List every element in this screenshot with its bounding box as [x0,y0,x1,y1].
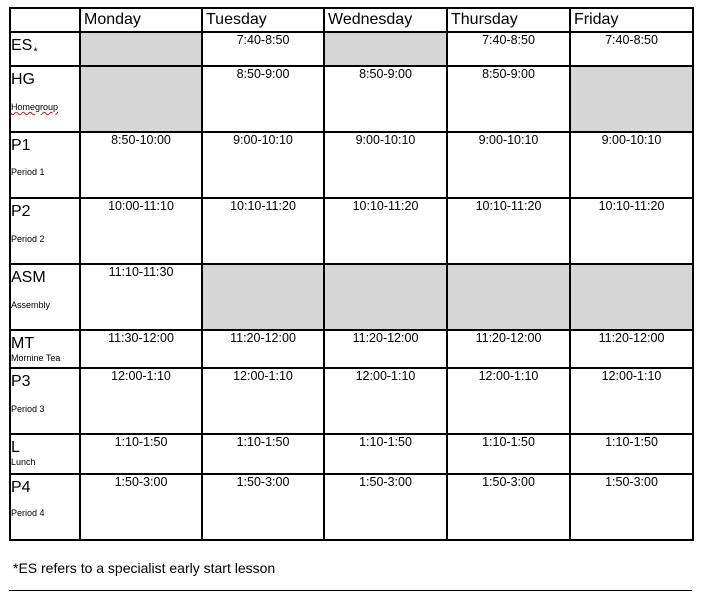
cell-p3-thursday: 12:00-1:10 [447,368,570,434]
cell-l-tuesday: 1:10-1:50 [202,434,324,474]
cell-hg-friday [570,66,693,132]
row-description: Period 1 [11,167,45,177]
cell-p3-friday: 12:00-1:10 [570,368,693,434]
row-description: Lunch [11,457,36,467]
cell-hg-monday [80,66,202,132]
cell-mt-wednesday: 11:20-12:00 [324,330,447,368]
header-corner [10,8,80,32]
row-l [10,434,693,474]
cell-mt-monday: 11:30-12:00 [80,330,202,368]
footnote-divider [9,590,692,591]
cell-p4-tuesday: 1:50-3:00 [202,474,324,540]
timetable [9,7,694,541]
cell-p2-tuesday: 10:10-11:20 [202,198,324,264]
row-label-hg [10,66,80,132]
cell-hg-thursday: 8:50-9:00 [447,66,570,132]
header-row [10,8,693,32]
cell-p4-monday: 1:50-3:00 [80,474,202,540]
cell-es-thursday: 7:40-8:50 [447,32,570,66]
row-label-p4 [10,474,80,540]
cell-hg-wednesday: 8:50-9:00 [324,66,447,132]
row-label-mt [10,330,80,368]
cell-es-tuesday: 7:40-8:50 [202,32,324,66]
row-code: $ES_*$ [11,37,38,58]
row-code: L [11,439,20,456]
cell-hg-tuesday: 8:50-9:00 [202,66,324,132]
row-code: P2 [11,203,31,220]
cell-es-wednesday [324,32,447,66]
cell-p1-monday: 8:50-10:00 [80,132,202,198]
cell-mt-friday: 11:20-12:00 [570,330,693,368]
day-header-thursday: Thursday [447,8,570,32]
row-code: P3 [11,373,31,390]
row-description: Assembly [11,300,51,310]
row-description: Period 2 [11,234,45,244]
row-mt [10,330,693,368]
row-asm [10,264,693,330]
cell-es-monday [80,32,202,66]
row-label-es [10,32,80,66]
row-label-p2 [10,198,80,264]
cell-asm-friday [570,264,693,330]
footnote: *ES refers to a specialist early start lesson [13,560,276,576]
cell-mt-thursday: 11:20-12:00 [447,330,570,368]
row-description: Period 4 [11,508,45,518]
row-p2 [10,198,693,264]
row-code: P4 [11,479,31,496]
cell-p3-monday: 12:00-1:10 [80,368,202,434]
day-header-monday: Monday [80,8,202,32]
cell-p1-friday: 9:00-10:10 [570,132,693,198]
cell-p2-monday: 10:00-11:10 [80,198,202,264]
cell-p3-wednesday: 12:00-1:10 [324,368,447,434]
day-header-tuesday: Tuesday [202,8,324,32]
cell-asm-tuesday [202,264,324,330]
row-label-p3 [10,368,80,434]
cell-p2-friday: 10:10-11:20 [570,198,693,264]
row-description: Mornine Tea [11,353,61,363]
row-description: Period 3 [11,404,45,414]
cell-p2-thursday: 10:10-11:20 [447,198,570,264]
cell-l-wednesday: 1:10-1:50 [324,434,447,474]
cell-asm-thursday [447,264,570,330]
cell-mt-tuesday: 11:20-12:00 [202,330,324,368]
row-p3 [10,368,693,434]
row-code: HG [11,71,35,88]
cell-p4-friday: 1:50-3:00 [570,474,693,540]
footnote-marker: * [33,46,38,58]
cell-l-monday: 1:10-1:50 [80,434,202,474]
row-hg [10,66,693,132]
row-label-asm [10,264,80,330]
cell-p2-wednesday: 10:10-11:20 [324,198,447,264]
row-label-p1 [10,132,80,198]
row-p1 [10,132,693,198]
day-header-friday: Friday [570,8,693,32]
row-code: P1 [11,137,31,154]
row-code: MT [11,335,35,352]
cell-asm-monday: 11:10-11:30 [80,264,202,330]
row-description: Homegroup [11,102,59,112]
cell-p4-wednesday: 1:50-3:00 [324,474,447,540]
cell-es-friday: 7:40-8:50 [570,32,693,66]
cell-l-thursday: 1:10-1:50 [447,434,570,474]
cell-p4-thursday: 1:50-3:00 [447,474,570,540]
cell-p3-tuesday: 12:00-1:10 [202,368,324,434]
row-code: ASM [11,269,46,286]
cell-asm-wednesday [324,264,447,330]
cell-p1-thursday: 9:00-10:10 [447,132,570,198]
cell-p1-tuesday: 9:00-10:10 [202,132,324,198]
cell-l-friday: 1:10-1:50 [570,434,693,474]
row-label-l [10,434,80,474]
day-header-wednesday: Wednesday [324,8,447,32]
cell-p1-wednesday: 9:00-10:10 [324,132,447,198]
row-p4 [10,474,693,540]
row-es [10,32,693,66]
